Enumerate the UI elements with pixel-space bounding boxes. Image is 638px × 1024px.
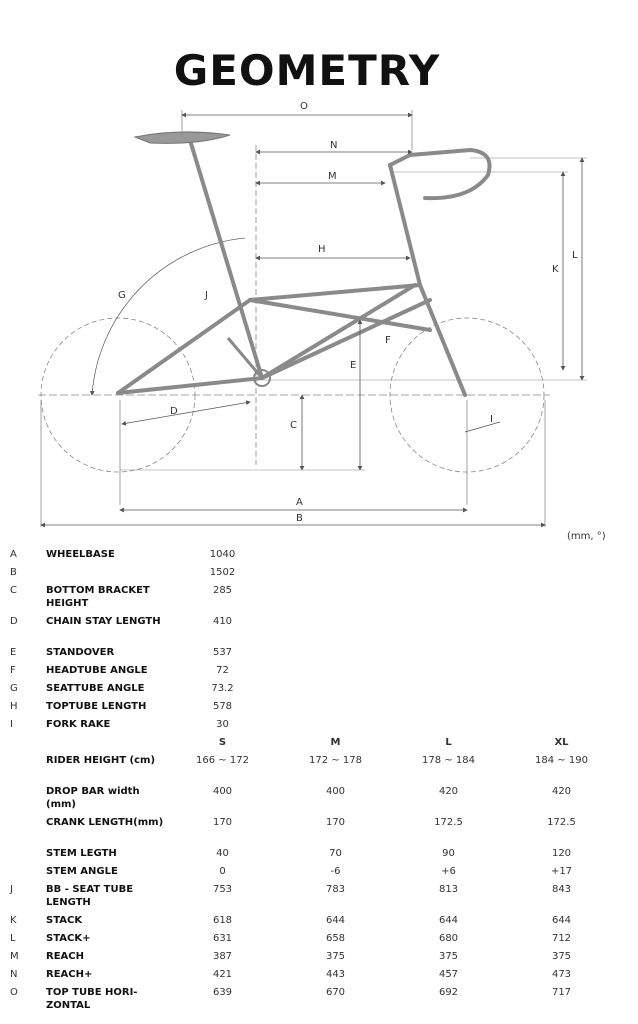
dim-label-m: M: [328, 171, 337, 182]
row-value: [392, 615, 505, 646]
row-code: I: [10, 719, 13, 730]
row-value: [279, 682, 392, 700]
table-row: [10, 914, 618, 932]
row-code: E: [10, 647, 17, 658]
table-row: [10, 754, 618, 785]
row-code: D: [10, 616, 18, 627]
row-value: 375: [551, 951, 572, 962]
row-value: 70: [329, 848, 342, 859]
table-row: [10, 883, 618, 914]
row-value: 40: [216, 848, 229, 859]
size-header: S: [218, 737, 227, 748]
row-value: 473: [551, 969, 572, 980]
dim-label-c: C: [290, 420, 297, 431]
table-row: [10, 700, 618, 718]
row-value: -6: [330, 866, 341, 877]
row-value: 172.5: [547, 817, 576, 828]
row-label: [46, 566, 166, 584]
row-label: TOPTUBE LENGTH: [46, 701, 147, 712]
row-label: SEATTUBE ANGLE: [46, 683, 145, 694]
row-value: 692: [438, 987, 459, 998]
row-label: FORK RAKE: [46, 719, 111, 730]
row-value: 410: [212, 616, 233, 627]
row-value: [279, 615, 392, 646]
row-value: 1040: [209, 549, 236, 560]
row-value: 1502: [209, 567, 236, 578]
row-value: [505, 548, 618, 566]
row-code: J: [10, 884, 13, 895]
saddle: [135, 132, 230, 143]
size-header: XL: [554, 737, 569, 748]
row-label: STACK: [46, 915, 83, 926]
row-value: 457: [438, 969, 459, 980]
table-row: [10, 816, 618, 847]
row-label: BB - SEAT TUBE LENGTH: [46, 884, 134, 908]
row-value: 631: [212, 933, 233, 944]
row-value: +17: [550, 866, 573, 877]
row-value: 90: [442, 848, 455, 859]
table-row: [10, 664, 618, 682]
row-code: N: [10, 969, 18, 980]
row-value: [279, 700, 392, 718]
row-value: 0: [219, 866, 226, 877]
bike-geometry-diagram: [0, 100, 638, 530]
row-value: 443: [325, 969, 346, 980]
dim-label-h: H: [318, 244, 326, 255]
row-value: 670: [325, 987, 346, 998]
dim-label-g: G: [118, 290, 126, 301]
table-row: [10, 986, 618, 1017]
row-value: 400: [325, 786, 346, 797]
row-label: REACH+: [46, 969, 93, 980]
row-code: [10, 865, 46, 883]
row-label: [46, 736, 166, 754]
row-code: C: [10, 585, 17, 596]
row-value: [279, 584, 392, 615]
row-value: 170: [325, 817, 346, 828]
dim-label-n: N: [330, 140, 338, 151]
row-code: G: [10, 683, 18, 694]
row-value: 717: [551, 987, 572, 998]
row-code: F: [10, 665, 16, 676]
row-value: [392, 646, 505, 664]
row-label: BOTTOM BRACKET HEIGHT: [46, 585, 150, 609]
row-label: STEM LEGTH: [46, 848, 117, 859]
dim-label-l: L: [572, 250, 578, 261]
row-value: 644: [551, 915, 572, 926]
row-code: A: [10, 549, 17, 560]
row-code: K: [10, 915, 17, 926]
row-value: 783: [325, 884, 346, 895]
row-label: RIDER HEIGHT (cm): [46, 755, 156, 766]
row-value: [505, 664, 618, 682]
row-value: [505, 700, 618, 718]
table-row: [10, 932, 618, 950]
row-code: [10, 785, 46, 816]
row-label: WHEELBASE: [46, 549, 115, 560]
row-label: STANDOVER: [46, 647, 115, 658]
geometry-table: [10, 548, 618, 1017]
row-value: [392, 682, 505, 700]
row-code: M: [10, 951, 19, 962]
row-value: [505, 615, 618, 646]
size-header: M: [330, 737, 341, 748]
dim-label-e: E: [350, 360, 357, 371]
row-value: [279, 566, 392, 584]
row-value: 421: [212, 969, 233, 980]
row-value: 30: [216, 719, 229, 730]
row-value: 578: [212, 701, 233, 712]
row-value: 166 ~ 172: [196, 755, 249, 766]
row-value: [279, 548, 392, 566]
row-value: 420: [551, 786, 572, 797]
bike-frame: [118, 140, 490, 395]
row-value: 387: [212, 951, 233, 962]
row-value: 73.2: [211, 683, 234, 694]
row-value: 184 ~ 190: [535, 755, 588, 766]
row-label: DROP BAR width (mm): [46, 786, 140, 810]
table-row: [10, 736, 618, 754]
table-row: [10, 865, 618, 883]
row-value: 537: [212, 647, 233, 658]
dim-label-j: J: [205, 290, 208, 301]
row-label: STEM ANGLE: [46, 866, 118, 877]
row-value: [505, 646, 618, 664]
row-value: [505, 566, 618, 584]
row-value: [392, 718, 505, 736]
row-label: HEADTUBE ANGLE: [46, 665, 148, 676]
row-value: [392, 584, 505, 615]
row-value: 172 ~ 178: [309, 755, 362, 766]
table-row: [10, 566, 618, 584]
table-row: [10, 785, 618, 816]
row-value: 843: [551, 884, 572, 895]
row-value: 813: [438, 884, 459, 895]
row-code: [10, 816, 46, 847]
row-value: [505, 718, 618, 736]
row-value: 644: [325, 915, 346, 926]
row-value: [392, 548, 505, 566]
row-label: TOP TUBE HORI-ZONTAL: [46, 987, 138, 1011]
row-value: [392, 566, 505, 584]
row-value: 658: [325, 933, 346, 944]
dim-label-i: I: [490, 414, 493, 425]
table-row: [10, 615, 618, 646]
table-row: [10, 682, 618, 700]
dim-label-o: O: [300, 101, 308, 112]
row-value: 618: [212, 915, 233, 926]
row-value: 400: [212, 786, 233, 797]
row-value: +6: [441, 866, 456, 877]
table-row: [10, 646, 618, 664]
table-row: [10, 950, 618, 968]
row-value: 712: [551, 933, 572, 944]
dim-label-d: D: [170, 406, 178, 417]
row-code: [10, 847, 46, 865]
units-note: (mm, °): [567, 531, 606, 542]
row-value: 172.5: [434, 817, 463, 828]
table-row: [10, 968, 618, 986]
row-value: 639: [212, 987, 233, 998]
dim-label-k: K: [552, 264, 559, 275]
table-row: [10, 584, 618, 615]
row-value: 170: [212, 817, 233, 828]
dim-label-b: B: [296, 513, 303, 524]
row-code: [10, 736, 46, 754]
row-value: 375: [325, 951, 346, 962]
row-value: 178 ~ 184: [422, 755, 475, 766]
row-value: [279, 718, 392, 736]
row-label: CRANK LENGTH(mm): [46, 817, 164, 828]
row-value: 120: [551, 848, 572, 859]
row-value: 644: [438, 915, 459, 926]
size-header: L: [445, 737, 452, 748]
row-label: STACK+: [46, 933, 91, 944]
row-value: [505, 682, 618, 700]
row-code: H: [10, 701, 18, 712]
row-value: [505, 584, 618, 615]
row-label: REACH: [46, 951, 84, 962]
table-row: [10, 847, 618, 865]
row-value: 375: [438, 951, 459, 962]
row-code: L: [10, 933, 16, 944]
row-value: [279, 664, 392, 682]
row-value: [392, 700, 505, 718]
row-value: [392, 664, 505, 682]
row-value: 72: [216, 665, 229, 676]
row-label: CHAIN STAY LENGTH: [46, 616, 161, 627]
table-row: [10, 718, 618, 736]
table-row: [10, 548, 618, 566]
row-value: 285: [212, 585, 233, 596]
row-value: 753: [212, 884, 233, 895]
row-code: O: [10, 987, 18, 998]
page-title: GEOMETRY: [173, 46, 441, 95]
row-code: B: [10, 567, 17, 578]
dim-label-f: F: [385, 335, 391, 346]
row-value: 680: [438, 933, 459, 944]
row-code: [10, 754, 46, 785]
dim-label-a: A: [296, 497, 303, 508]
row-value: [279, 646, 392, 664]
row-value: 420: [438, 786, 459, 797]
